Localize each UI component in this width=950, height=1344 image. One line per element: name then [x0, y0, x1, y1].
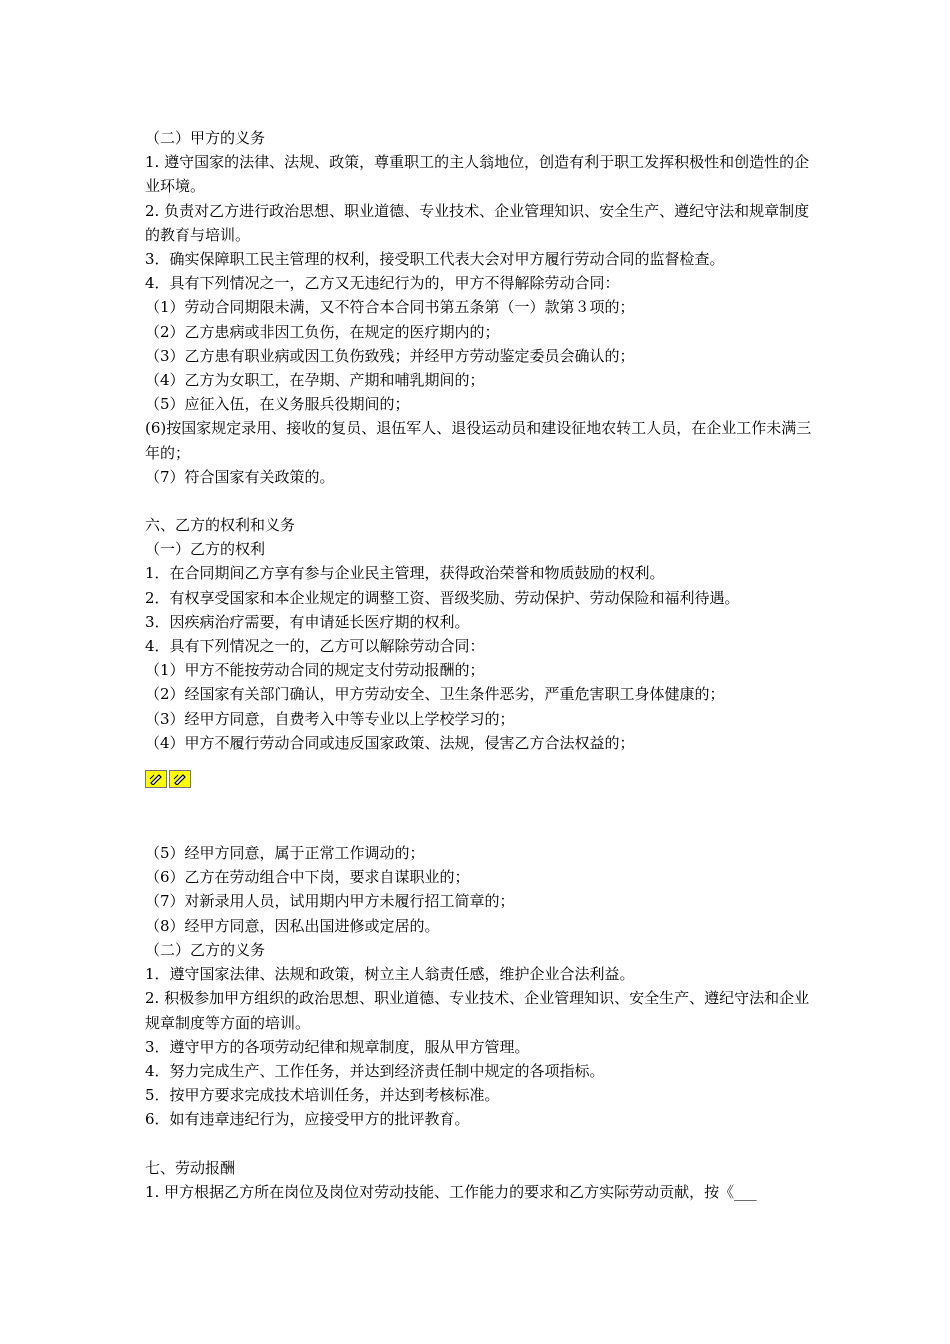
paragraph: 1. 遵守国家的法律、法规、政策，尊重职工的主人翁地位，创造有利于职工发挥积极性和创造性的企业环境。	[145, 153, 810, 196]
list-item: （7）对新录用人员，试用期内甲方未履行招工简章的；	[145, 892, 515, 911]
list-item: （1）甲方不能按劳动合同的规定支付劳动报酬的；	[145, 661, 485, 680]
section-title: 七、劳动报酬	[145, 1158, 236, 1177]
paragraph: 2. 负责对乙方进行政治思想、职业道德、专业技术、企业管理知识、安全生产、遵纪守法和规章制度的教育与培训。	[145, 201, 810, 244]
paragraph: 2．有权享受国家和本企业规定的调整工资、晋级奖励、劳动保护、劳动保险和福利待遇。	[145, 588, 740, 607]
paragraph: 4．具有下列情况之一，乙方又无违纪行为的，甲方不得解除劳动合同：	[145, 274, 620, 293]
list-item: （2）经国家有关部门确认，甲方劳动安全、卫生条件恶劣，严重危害职工身体健康的；	[145, 685, 725, 704]
paragraph: 3．确实保障职工民主管理的权利，接受职工代表大会对甲方履行劳动合同的监督检查。	[145, 250, 725, 269]
list-item: （5）应征入伍，在义务服兵役期间的；	[145, 395, 410, 414]
list-item: （5）经甲方同意，属于正常工作调动的；	[145, 844, 425, 863]
list-item: （7）符合国家有关政策的。	[145, 467, 335, 486]
list-item: （3）经甲方同意，自费考入中等专业以上学校学习的；	[145, 709, 515, 728]
paragraph: 1．遵守国家法律、法规和政策，树立主人翁责任感，维护企业合法利益。	[145, 965, 635, 984]
list-item: （3）乙方患有职业病或因工负伤致残；并经甲方劳动鉴定委员会确认的；	[145, 346, 635, 365]
edit-icon[interactable]	[145, 770, 167, 788]
list-item: （4）乙方为女职工，在孕期、产期和哺乳期间的；	[145, 371, 485, 390]
section-heading: （二）甲方的义务	[145, 129, 266, 147]
list-item: （1）劳动合同期限未满，又不符合本合同书第五条第（一）款第３项的；	[145, 298, 635, 317]
list-item: （2）乙方患病或非因工负伤，在规定的医疗期内的；	[145, 322, 500, 341]
list-item: （8）经甲方同意，因私出国进修或定居的。	[145, 916, 440, 935]
list-item: （4）甲方不履行劳动合同或违反国家政策、法规，侵害乙方合法权益的；	[145, 733, 635, 752]
paragraph: 1．在合同期间乙方享有参与企业民主管理，获得政治荣誉和物质鼓励的权利。	[145, 564, 665, 583]
list-item: （6）乙方在劳动组合中下岗，要求自谋职业的；	[145, 868, 470, 887]
paragraph: 2. 积极参加甲方组织的政治思想、职业道德、专业技术、企业管理知识、安全生产、遵纪守法和企业规章制度等方面的培训。	[145, 989, 810, 1032]
section-heading: （一）乙方的权利	[145, 540, 266, 559]
list-item: (6)按国家规定录用、接收的复员、退伍军人、退役运动员和建设征地农转工人员，在企业工作未满三年的；	[145, 419, 812, 462]
paragraph: 3．遵守甲方的各项劳动纪律和规章制度，服从甲方管理。	[145, 1037, 530, 1056]
paragraph: 3．因疾病治疗需要，有申请延长医疗期的权利。	[145, 612, 470, 631]
section-title: 六、乙方的权利和义务	[145, 516, 296, 535]
paragraph: 1. 甲方根据乙方所在岗位及岗位对劳动技能、工作能力的要求和乙方实际劳动贡献，按《___	[145, 1182, 757, 1201]
paragraph: 6．如有违章违纪行为，应接受甲方的批评教育。	[145, 1110, 470, 1129]
section-heading: （二）乙方的义务	[145, 940, 266, 959]
document-page	[145, 126, 815, 1204]
edit-icon[interactable]	[169, 770, 191, 788]
paragraph: 4．努力完成生产、工作任务，并达到经济责任制中规定的各项指标。	[145, 1061, 605, 1080]
paragraph: 4．具有下列情况之一的，乙方可以解除劳动合同：	[145, 637, 485, 656]
embedded-object-icons	[145, 767, 815, 791]
paragraph: 5．按甲方要求完成技术培训任务，并达到考核标准。	[145, 1086, 500, 1105]
